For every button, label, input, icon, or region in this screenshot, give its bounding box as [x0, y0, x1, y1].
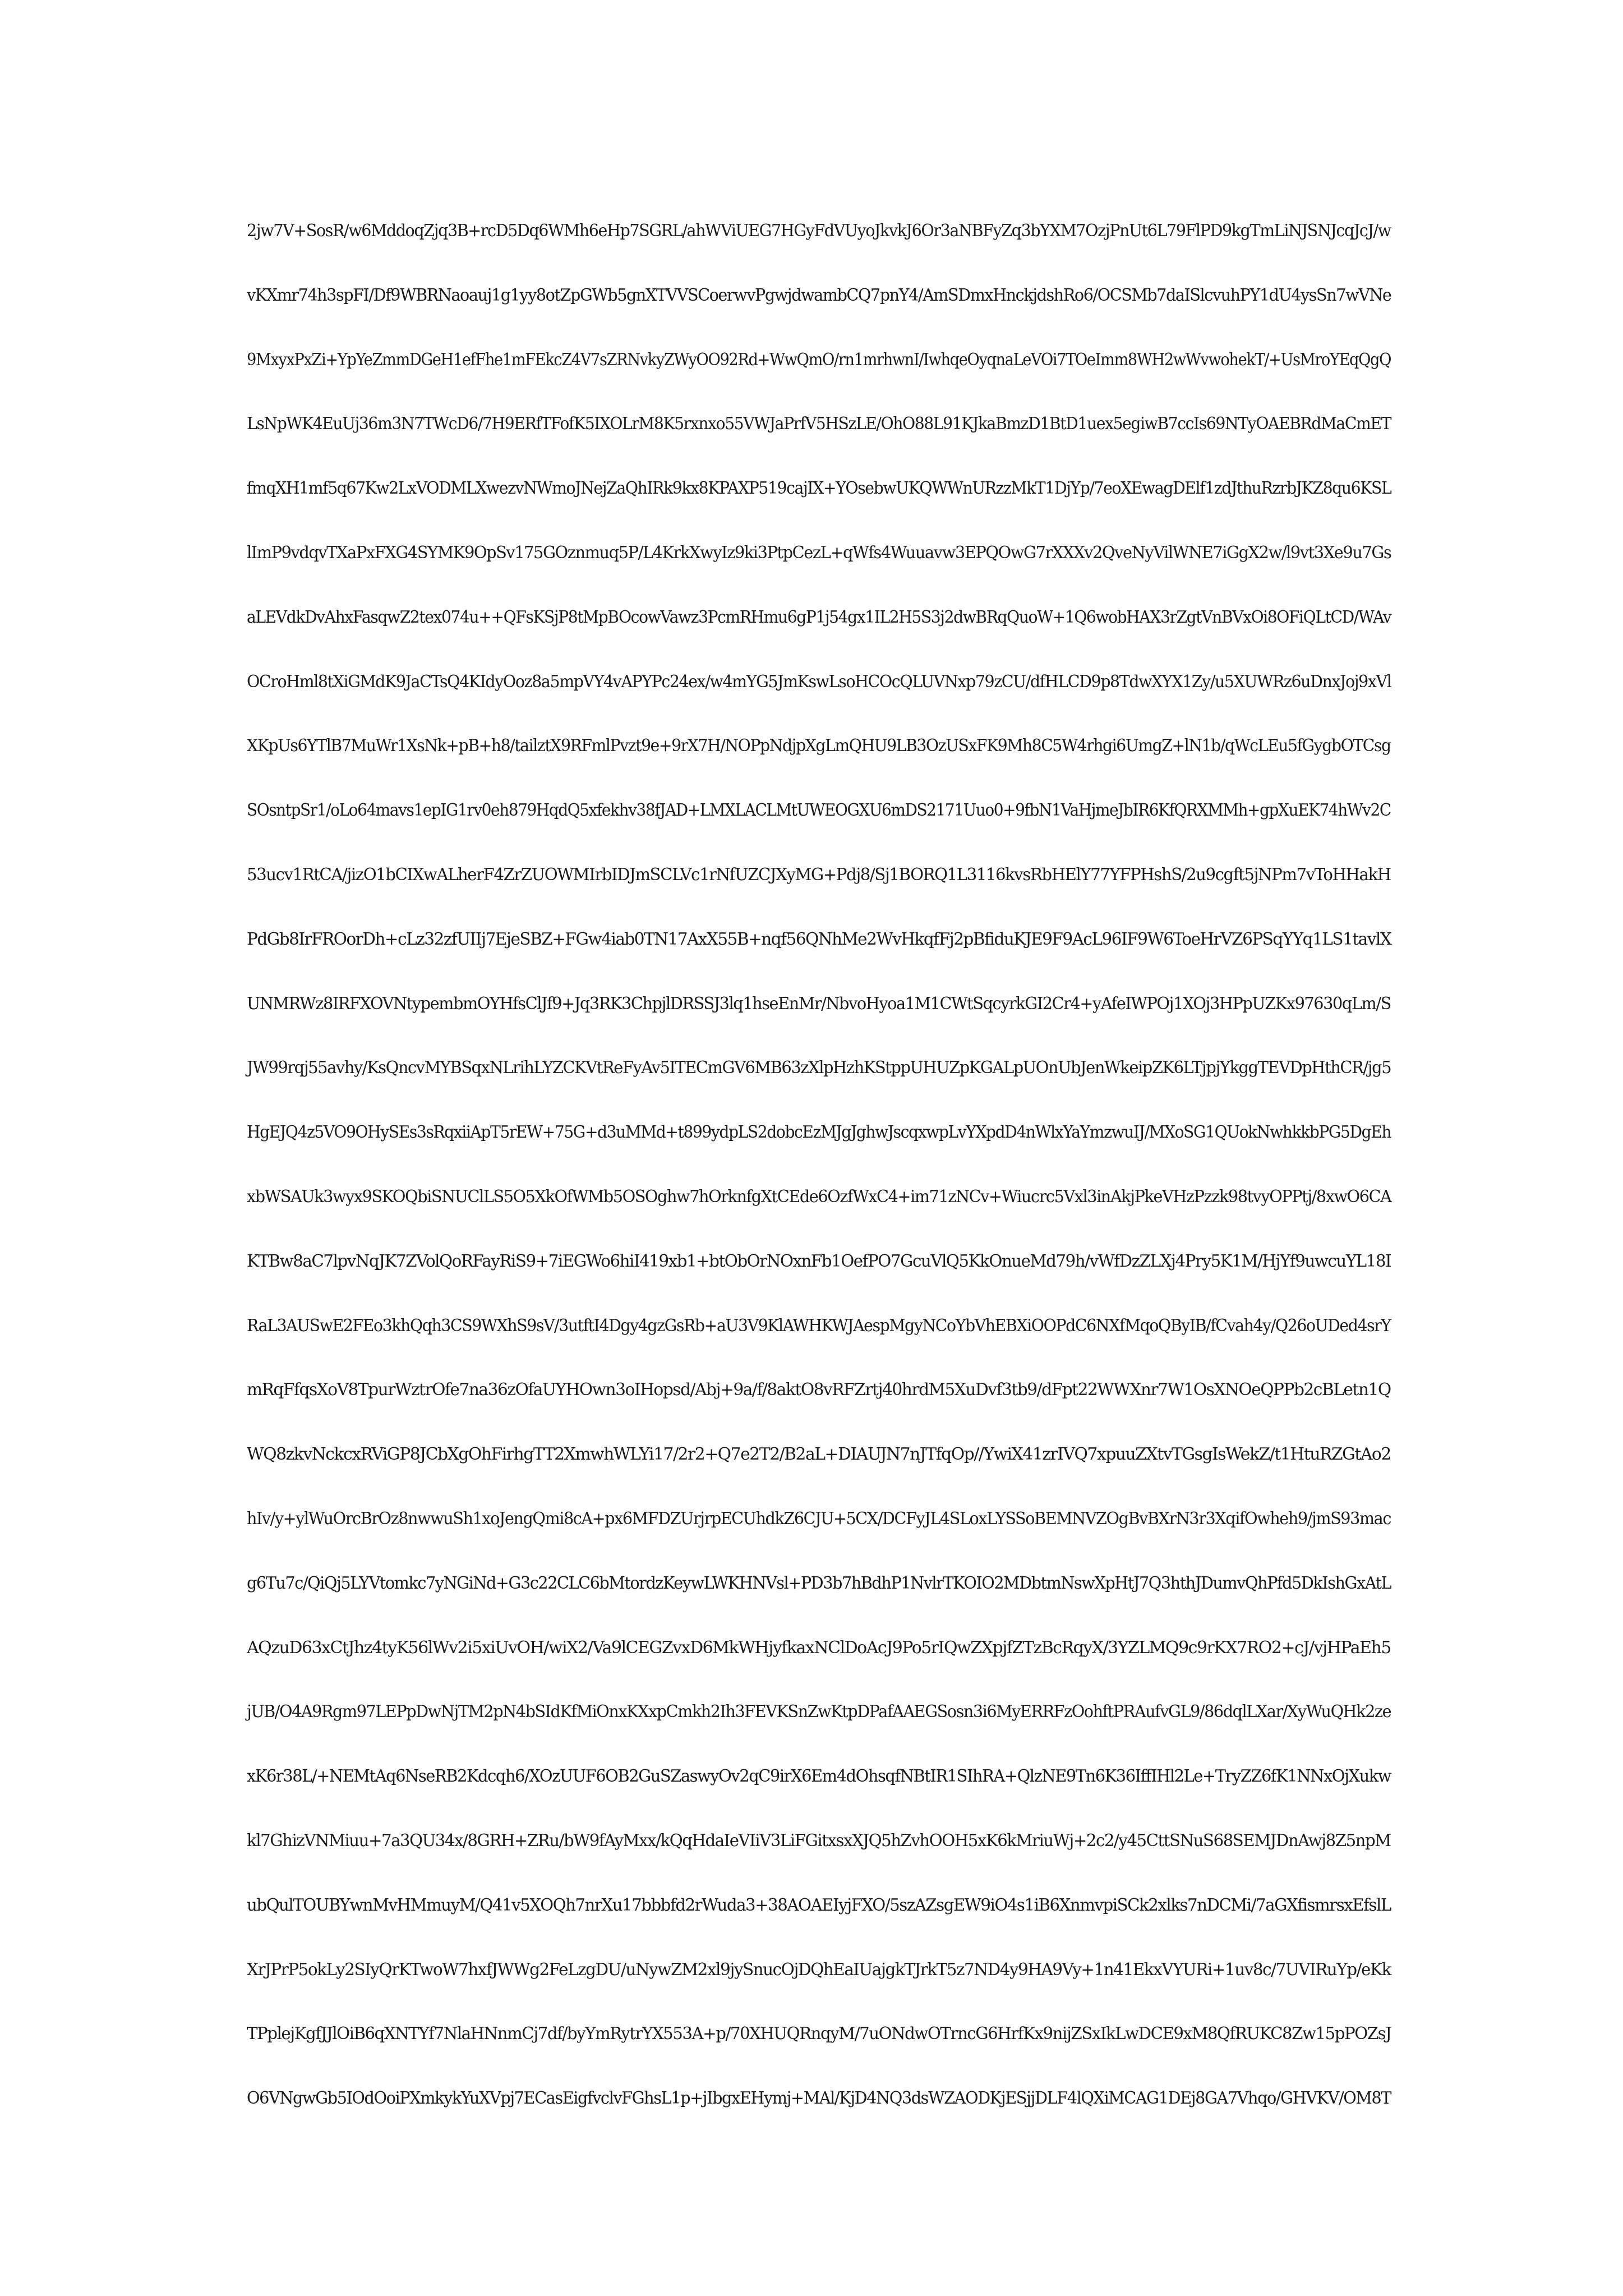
text-line: g6Tu7c/QiQj5LYVtomkc7yNGiNd+G3c22CLC6bMtordzKeywLWKHNVsl+PD3b7hBdhP1NvlrTKOIO2MDbtmNswXpHtJ7Q3hthJDumvQhPfd5DkIshGxAtL — [247, 1573, 1391, 1593]
text-line: lImP9vdqvTXaPxFXG4SYMK9OpSv175GOznmuq5P/L4KrkXwyIz9ki3PtpCezL+qWfs4Wuuavw3EPQOwG7rXXXv2QveNyVilWNE7iGgX2w/l9vt3Xe9u7Gs — [247, 542, 1391, 563]
text-line: TPplejKgfJJlOiB6qXNTYf7NlaHNnmCj7df/byYmRytrYX553A+p/70XHUQRnqyM/7uONdwOTrncG6HrfKx9nijZSxIkLwDCE9xM8QfRUKC8Zw15pPOZsJ — [247, 2024, 1391, 2044]
text-line: jUB/O4A9Rgm97LEPpDwNjTM2pN4bSIdKfMiOnxKXxpCmkh2Ih3FEVKSnZwKtpDPafAAEGSosn3i6MyERRFzOohftPRAufvGL9/86dqlLXar/XyWuQHk2ze — [247, 1702, 1391, 1722]
text-line: UNMRWz8IRFXOVNtypembmOYHfsClJf9+Jq3RK3ChpjlDRSSJ3lq1hseEnMr/NbvoHyoa1M1CWtSqcyrkGI2Cr4+yAfeIWPOj1XOj3HPpUZKx97630qLm/S — [247, 993, 1391, 1014]
text-line: XrJPrP5okLy2SIyQrKTwoW7hxfJWWg2FeLzgDU/uNywZM2xl9jySnucOjDQhEaIUajgkTJrkT5z7ND4y9HA9Vy+1n41EkxVYURi+1uv8c/7UVIRuYp/eKk — [247, 1959, 1391, 1980]
text-line: XKpUs6YTlB7MuWr1XsNk+pB+h8/tailztX9RFmlPvzt9e+9rX7H/NOPpNdjpXgLmQHU9LB3OzUSxFK9Mh8C5W4rhgi6UmgZ+lN1b/qWcLEu5fGygbOTCsg — [247, 736, 1391, 756]
text-line: kl7GhizVNMiuu+7a3QU34x/8GRH+ZRu/bW9fAyMxx/kQqHdaIeVIiV3LiFGitxsxXJQ5hZvhOOH5xK6kMriuWj+2c2/y45CttSNuS68SEMJDnAwj8Z5npM — [247, 1830, 1391, 1851]
text-line: 9MxyxPxZi+YpYeZmmDGeH1efFhe1mFEkcZ4V7sZRNvkyZWyOO92Rd+WwQmO/rn1mrhwnI/IwhqeOyqnaLeVOi7TOeImm8WH2wWvwohekT/+UsMroYEqQgQ — [247, 349, 1391, 370]
text-line: aLEVdkDvAhxFasqwZ2tex074u++QFsKSjP8tMpBOcowVawz3PcmRHmu6gP1j54gx1IL2H5S3j2dwBRqQuoW+1Q6wobHAX3rZgtVnBVxOi8OFiQLtCD/WAv — [247, 607, 1391, 627]
text-line: 2jw7V+SosR/w6MddoqZjq3B+rcD5Dq6WMh6eHp7SGRL/ahWViUEG7HGyFdVUyoJkvkJ6Or3aNBFyZq3bYXM7OzjPnUt6L79FlPD9kgTmLiNJSNJcqJcJ/w — [247, 221, 1391, 241]
text-line: xbWSAUk3wyx9SKOQbiSNUClLS5O5XkOfWMb5OSOghw7hOrknfgXtCEde6OzfWxC4+im71zNCv+Wiucrc5Vxl3inAkjPkeVHzPzzk98tvyOPPtj/8xwO6CA — [247, 1186, 1391, 1207]
text-line: HgEJQ4z5VO9OHySEs3sRqxiiApT5rEW+75G+d3uMMd+t899ydpLS2dobcEzMJgJghwJscqxwpLvYXpdD4nWlxYaYmzwuIJ/MXoSG1QUokNwhkkbPG5DgEh — [247, 1122, 1391, 1143]
text-line: fmqXH1mf5q67Kw2LxVODMLXwezvNWmoJNejZaQhIRk9kx8KPAXP519cajIX+YOsebwUKQWWnURzzMkT1DjYp/7eoXEwagDElf1zdJthuRzrbJKZ8qu6KSL — [247, 478, 1391, 499]
text-line: OCroHml8tXiGMdK9JaCTsQ4KIdyOoz8a5mpVY4vAPYPc24ex/w4mYG5JmKswLsoHCOcQLUVNxp79zCU/dfHLCD9p8TdwXYX1Zy/u5XUWRz6uDnxJoj9xVl — [247, 671, 1391, 692]
text-line: PdGb8IrFROorDh+cLz32zfUIIj7EjeSBZ+FGw4iab0TN17AxX55B+nqf56QNhMe2WvHkqfFj2pBfiduKJE9F9AcL96IF9W6ToeHrVZ6PSqYYq1LS1tavlX — [247, 929, 1391, 949]
text-line: O6VNgwGb5IOdOoiPXmkykYuXVpj7ECasEigfvclvFGhsL1p+jIbgxEHymj+MAl/KjD4NQ3dsWZAODKjESjjDLF4lQXiMCAG1DEj8GA7Vhqo/GHVKV/OM8T — [247, 2088, 1391, 2109]
text-line: LsNpWK4EuUj36m3N7TWcD6/7H9ERfTFofK5IXOLrM8K5rxnxo55VWJaPrfV5HSzLE/OhO88L91KJkaBmzD1BtD1uex5egiwB7ccIs69NTyOAEBRdMaCmET — [247, 414, 1391, 434]
text-line: vKXmr74h3spFI/Df9WBRNaoauj1g1yy8otZpGWb5gnXTVVSCoerwvPgwjdwambCQ7pnY4/AmSDmxHnckjdshRo6/OCSMb7daISlcvuhPY1dU4ysSn7wVNe — [247, 285, 1391, 305]
text-line: KTBw8aC7lpvNqJK7ZVolQoRFayRiS9+7iEGWo6hiI419xb1+btObOrNOxnFb1OefPO7GcuVlQ5KkOnueMd79h/vWfDzZLXj4Pry5K1M/HjYf9uwcuYL18I — [247, 1251, 1391, 1271]
text-line: mRqFfqsXoV8TpurWztrOfe7na36zOfaUYHOwn3oIHopsd/Abj+9a/f/8aktO8vRFZrtj40hrdM5XuDvf3tb9/dFpt22WWXnr7W1OsXNOeQPPb2cBLetn1Q — [247, 1380, 1391, 1400]
encoded-text-block — [247, 222, 1391, 2154]
text-line: xK6r38L/+NEMtAq6NseRB2Kdcqh6/XOzUUF6OB2GuSZaswyOv2qC9irX6Em4dOhsqfNBtIR1SIhRA+QlzNE9Tn6K36IffIHl2Le+TryZZ6fK1NNxOjXukw — [247, 1766, 1391, 1787]
text-line: ubQulTOUBYwnMvHMmuyM/Q41v5XOQh7nrXu17bbbfd2rWuda3+38AOAEIyjFXO/5szAZsgEW9iO4s1iB6XnmvpiSCk2xlks7nDCMi/7aGXfismrsxEfslL — [247, 1895, 1391, 1915]
text-line: 53ucv1RtCA/jizO1bCIXwALherF4ZrZUOWMIrbIDJmSCLVc1rNfUZCJXyMG+Pdj8/Sj1BORQ1L3116kvsRbHElY77YFPHshS/2u9cgft5jNPm7vToHHakH — [247, 864, 1391, 885]
text-line: AQzuD63xCtJhz4tyK56lWv2i5xiUvOH/wiX2/Va9lCEGZvxD6MkWHjyfkaxNClDoAcJ9Po5rIQwZXpjfZTzBcRqyX/3YZLMQ9c9rKX7RO2+cJ/vjHPaEh5 — [247, 1637, 1391, 1658]
text-line: RaL3AUSwE2FEo3khQqh3CS9WXhS9sV/3utftI4Dgy4gzGsRb+aU3V9KlAWHKWJAespMgyNCoYbVhEBXiOOPdC6NXfMqoQByIB/fCvah4y/Q26oUDed4srY — [247, 1315, 1391, 1336]
text-line: SOsntpSr1/oLo64mavs1epIG1rv0eh879HqdQ5xfekhv38fJAD+LMXLACLMtUWEOGXU6mDS2171Uuo0+9fbN1VaHjmeJbIR6KfQRXMMh+gpXuEK74hWv2C — [247, 800, 1391, 821]
text-line: hIv/y+ylWuOrcBrOz8nwwuSh1xoJengQmi8cA+px6MFDZUrjrpECUhdkZ6CJU+5CX/DCFyJL4SLoxLYSSoBEMNVZOgBvBXrN3r3XqifOwheh9/jmS93mac — [247, 1508, 1391, 1529]
text-line: WQ8zkvNckcxRViGP8JCbXgOhFirhgTT2XmwhWLYi17/2r2+Q7e2T2/B2aL+DIAUJN7nJTfqOp//YwiX41zrIVQ7xpuuZXtvTGsgIsWekZ/t1HtuRZGtAo2 — [247, 1444, 1391, 1465]
text-line: JW99rqj55avhy/KsQncvMYBSqxNLrihLYZCKVtReFyAv5ITECmGV6MB63zXlpHzhKStppUHUZpKGALpUOnUbJenWkeipZK6LTjpjYkggTEVDpHthCR/jg5 — [247, 1058, 1391, 1078]
